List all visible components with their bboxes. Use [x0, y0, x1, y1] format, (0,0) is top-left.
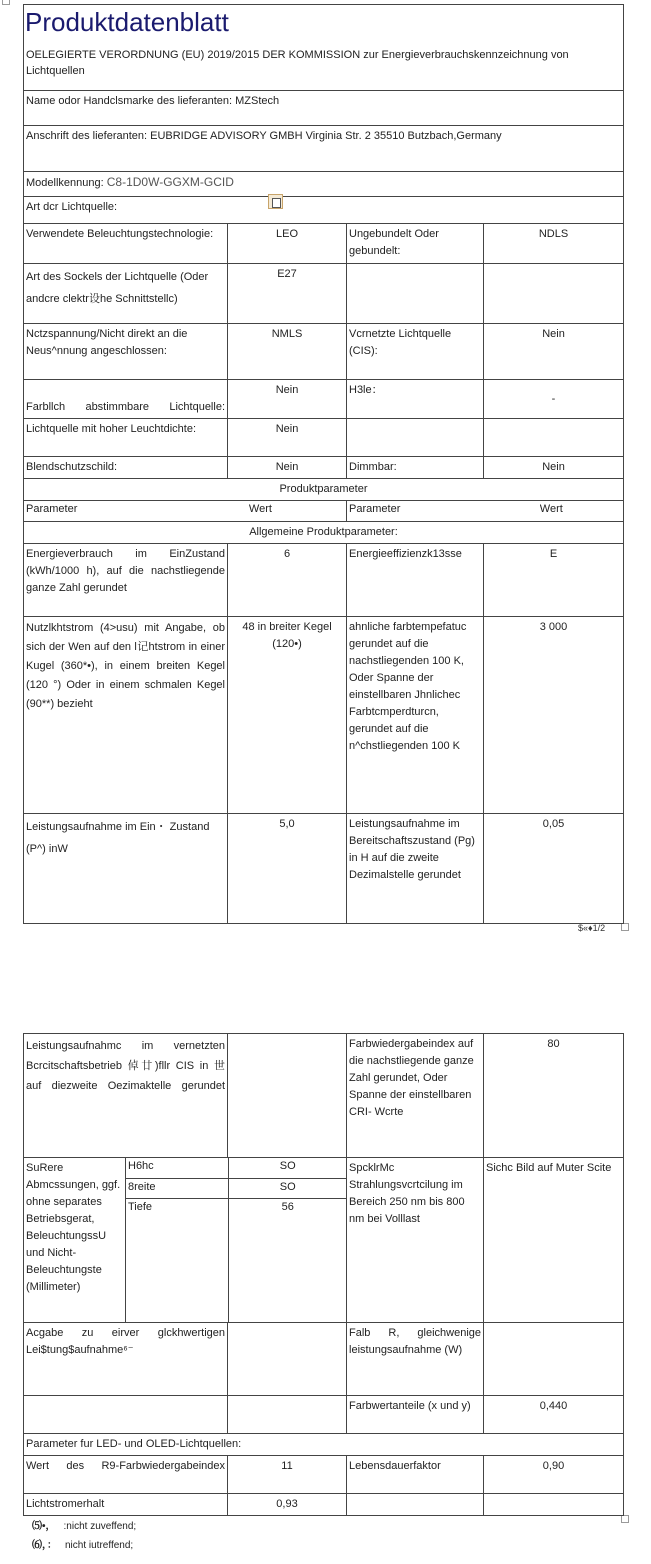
page-corner-marker	[2, 0, 10, 5]
empty-cell	[347, 419, 484, 457]
high-luminance-label: Lichtquelle mit hoher Leuchtdichte:	[24, 419, 228, 457]
tech-label: Verwendete Beleuchtungstechnologie:	[24, 224, 228, 264]
section-product-params: Produktparameter	[24, 479, 624, 501]
cis-label: Vcrnetzte Lichtquelle (CIS):	[347, 324, 484, 380]
col-header-value: Wert	[539, 503, 563, 515]
networked-standby-label: Leistungsaufnahmc im vernetzten Bcrcitschaftsbetrieb 倬廿)fllr CIS in 世 auf diezweite Oezimaktelle gerundet	[24, 1034, 228, 1158]
cri-value: 80	[484, 1034, 624, 1158]
page-corner-marker	[621, 923, 629, 931]
mains-label: Nctzspannung/Nicht direkt an die Neus^nnung angeschlossen:	[24, 324, 228, 380]
section-led-params: Parameter fur LED- und OLED-Lichtquellen:	[24, 1434, 624, 1456]
lifetime-factor-value: 0,90	[484, 1456, 624, 1494]
equivalent-power-label: Acgabe zu eirver glckhwertigen Lei$tung$aufnahme⁶⁻	[24, 1323, 228, 1396]
page-corner-marker	[621, 1515, 629, 1523]
lifetime-factor-label: Lebensdauerfaktor	[347, 1456, 484, 1494]
on-mode-power-value: 5,0	[228, 814, 347, 924]
bundled-value: NDLS	[484, 224, 624, 264]
datasheet-page-2	[23, 1033, 624, 1516]
color-tunable-label: Farbllch abstimmbare Lichtquelle:	[24, 380, 228, 419]
chromaticity-label: Farbwertanteile (x und y)	[347, 1396, 484, 1434]
mains-value: NMLS	[228, 324, 347, 380]
footnote-mark: ⑸•，	[32, 1521, 56, 1532]
spectral-distribution-value: Sichc Bild auf Muter Scite	[484, 1158, 624, 1323]
socket-value: E27	[228, 264, 347, 324]
dim-value: 56	[228, 1198, 347, 1322]
glare-shield-value: Nein	[228, 457, 347, 479]
dimmable-label: Dimmbar:	[347, 457, 484, 479]
footnote	[32, 1517, 136, 1532]
energy-consumption-label: Energieverbrauch im EinZustand (kWh/1000 h), auf die nachstliegende ganze Zahl gerundet	[24, 544, 228, 617]
light-source-type: Art dcr Lichtquelle:	[24, 197, 624, 224]
h3le-label: H3le：	[347, 380, 484, 419]
r9-value: 11	[228, 1456, 347, 1494]
col-header-parameter: Parameter	[349, 503, 401, 515]
glare-shield-label: Blendschutzschild:	[24, 457, 228, 479]
model-identifier	[24, 172, 624, 197]
empty-cell	[24, 1396, 228, 1434]
dim-label: H6hc	[126, 1158, 228, 1178]
color-tunable-value: Nein	[228, 380, 347, 419]
dimmable-value: Nein	[484, 457, 624, 479]
dim-label: 8reite	[126, 1178, 228, 1198]
dim-value: SO	[228, 1158, 347, 1178]
empty-cell	[347, 264, 484, 324]
footnote	[32, 1536, 133, 1551]
dim-label: Tiefe	[128, 1200, 153, 1213]
empty-cell	[484, 264, 624, 324]
on-mode-power-label: Leistungsaufnahme im Ein・ Zustand (P^) inW	[24, 814, 228, 924]
dimensions-label: SuRere Abmcssungen, ggf. ohne separates Betriebsgerat, BeleuchtungssU und Nicht-Beleuchtungste (Millimeter)	[24, 1158, 126, 1323]
socket-label: Art des Sockels der Lichtquelle (Oder andcre clektr设he Schnittstellc)	[24, 264, 228, 324]
section-general-params: Allgemeine Produktparameter:	[24, 522, 624, 544]
clipboard-icon[interactable]	[268, 194, 283, 209]
bundled-label: Ungebundelt Oder gebundelt:	[347, 224, 484, 264]
equivalent-power-value	[228, 1323, 347, 1396]
model-label: Modellkennung:	[26, 177, 107, 189]
color-temperature-label: ahnliche farbtempefatuc gerundet auf die nachstliegenden 100 K, Oder Spanne der einstellbaren Jhnlichec Farbtcmperdturcn, gerundet auf die n^chstliegenden 100 K	[347, 617, 484, 814]
lumen-maintenance-label: Lichtstromerhalt	[24, 1494, 228, 1516]
high-luminance-value: Nein	[228, 419, 347, 457]
footnote-text: nicht iutreffend;	[65, 1540, 134, 1551]
luminous-flux-value: 48 in breiter Kegel (120•)	[228, 617, 347, 814]
col-header-parameter: Parameter	[26, 503, 78, 515]
model-value: C8-1D0W-GGXM-GCID	[106, 175, 234, 189]
regulation-reference: OELEGIERTE VERORDNUNG (EU) 2019/2015 DER KOMMISSION zur Energieverbrauchskennzeichnung von Lichtquellen	[26, 48, 569, 77]
empty-cell	[484, 419, 624, 457]
color-r-value	[484, 1323, 624, 1396]
tech-value: LEO	[228, 224, 347, 264]
energy-consumption-value: 6	[228, 544, 347, 617]
empty-cell	[347, 1494, 484, 1516]
cis-value: Nein	[484, 324, 624, 380]
page-title: Produktdatenblatt	[25, 7, 229, 37]
efficiency-class-value: E	[484, 544, 624, 617]
lumen-maintenance-value: 0,93	[228, 1494, 347, 1516]
chromaticity-value: 0,440	[484, 1396, 624, 1434]
dim-value: SO	[228, 1178, 347, 1198]
h3le-value: -	[484, 380, 624, 419]
page-number: $«♦1/2	[578, 923, 606, 933]
datasheet-page-1	[23, 4, 624, 924]
efficiency-class-label: Energieeffizienzk13sse	[347, 544, 484, 617]
col-header-value: Wert	[248, 503, 272, 515]
standby-power-value: 0,05	[484, 814, 624, 924]
color-r-label: Falb R, gleichwenige leistungsaufnahme (W)	[347, 1323, 484, 1396]
standby-power-label: Leistungsaufnahme im Bereitschaftszustand (Pg) in H auf die zweite Dezimalstelle gerundet	[347, 814, 484, 924]
color-temperature-value: 3 000	[484, 617, 624, 814]
footnote-mark: ⑹，：	[32, 1540, 57, 1551]
supplier-address: Anschrift des lieferanten: EUBRIDGE ADVISORY GMBH Virginia Str. 2 35510 Butzbach,Germany	[24, 126, 624, 172]
supplier-name: Name odor Handclsmarke des lieferanten: MZStech	[24, 91, 624, 126]
cri-label: Farbwiedergabeindex auf die nachstliegende ganze Zahl gerundet, Oder Spanne der einstellbaren CRI- Wcrte	[347, 1034, 484, 1158]
empty-cell	[228, 1396, 347, 1434]
spectral-distribution-label: SpcklrMc Strahlungsvcrtcilung im Bereich 250 nm bis 800 nm bei Volllast	[347, 1158, 484, 1323]
r9-label: Wert des R9-Farbwiedergabeindex	[24, 1456, 228, 1494]
networked-standby-value	[228, 1034, 347, 1158]
empty-cell	[484, 1494, 624, 1516]
luminous-flux-label: Nutzlkhtstrom (4>usu) mit Angabe, ob sich der Wen auf den l记htstrom in einer Kugel (360*•), in einem breiten Kegel (120 °) Oder in einem schmalen Kegel (90**) bezieht	[24, 617, 228, 814]
footnote-text: :nicht zuveffend;	[63, 1521, 137, 1532]
